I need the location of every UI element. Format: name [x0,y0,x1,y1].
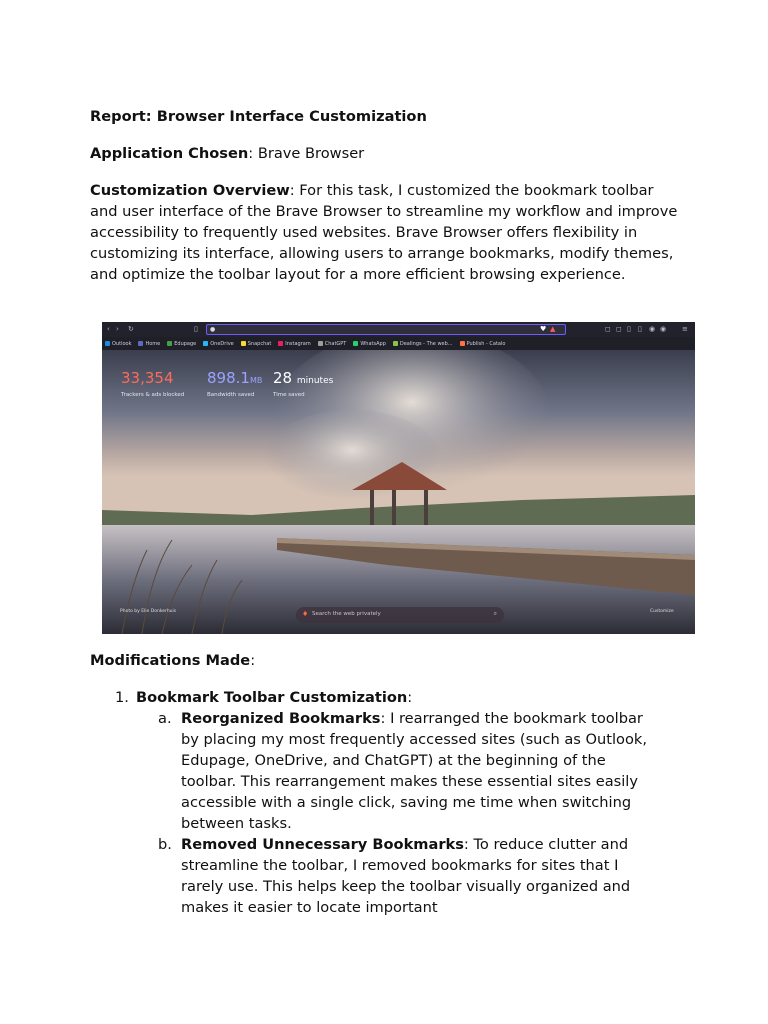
subitem-a-line-2: by placing my most frequently accessed sites (such as Outlook, [181,731,647,748]
bookmark-label: Outlook [112,340,132,347]
bookmark-item [353,341,386,347]
search-icon: ⌕ [493,610,497,617]
application-label: Application Chosen [90,145,249,162]
download-icon: ▯ [638,325,642,333]
list-item-1-title: Bookmark Toolbar Customization: [136,689,413,706]
new-tab-background-photo [102,350,695,634]
customize-button: Customize [650,609,674,614]
bookmark-favicon-icon [353,341,358,346]
bookmarks-toolbar [102,337,695,350]
bookmark-label: ChatGPT [324,340,347,347]
bookmark-label: Dealings - The web... [399,340,453,347]
subitem-b-line-1: Removed Unnecessary Bookmarks: To reduce clutter and [181,836,629,853]
bookmark-favicon-icon [167,341,172,346]
bookmark-favicon-icon [203,341,208,346]
brave-logo-icon: ♦ [302,610,309,618]
time-saved-count: 28 minutes [273,369,334,387]
bookmark-favicon-icon [318,341,323,346]
subitem-a-line-1: Reorganized Bookmarks: I rearranged the bookmark toolbar [181,710,643,727]
bookmark-icon: ▯ [194,325,198,333]
browser-topbar [102,322,695,337]
subitem-b-line-4: makes it easier to locate important [181,899,438,916]
report-title: Report: Browser Interface Customization [90,108,427,125]
bookmark-favicon-icon [393,341,398,346]
subitem-a-line-6: between tasks. [181,815,292,832]
vpn-icon: ◉ [660,325,667,333]
bookmark-item [138,341,160,347]
bookmark-favicon-icon [278,341,283,346]
search-box [296,607,504,623]
list-number-1: 1. [115,689,129,706]
extensions-icon: ◻ [605,325,611,333]
subitem-a-line-3: Edupage, OneDrive, and ChatGPT) at the beginning of the [181,752,606,769]
overview-text: For this task, I customized the bookmark toolbar and user interface of the Brave Browser to streamline my workflow and improve accessibility to frequently used websites. Brave Browser offers flexibility in customizing its interface, allowing users to arrange bookmarks, modify themes, and optimize the toolbar layout for a more efficient browsing experience. [90,182,678,283]
trackers-label: Trackers & ads blocked [121,392,185,398]
back-icon: ‹ [107,325,110,333]
bookmark-label: Instagram [285,340,311,347]
bookmark-favicon-icon [460,341,465,346]
subitem-a-line-5: accessible with a single click, saving me time when switching [181,794,632,811]
menu-icon: ≡ [682,325,688,333]
sidebar-icon: ▯ [627,325,631,333]
bookmark-item [105,341,131,347]
bookmark-label: WhatsApp [360,340,386,347]
bookmark-item [318,341,347,347]
modifications-heading: Modifications Made: [90,652,256,669]
bookmark-label: Snapchat [247,340,272,347]
bookmark-item [167,341,196,347]
wallet-icon: ◻ [616,325,622,333]
brave-rewards-icon: ▲ [550,325,556,333]
reload-icon: ↻ [128,325,134,333]
bookmark-item [460,341,506,347]
browser-screenshot [102,322,695,634]
bookmark-item [393,341,453,347]
search-placeholder: Search the web privately [312,611,381,617]
subitem-b-line-3: rarely use. This helps keep the toolbar visually organized and [181,878,631,895]
bookmark-item [203,341,234,347]
customization-overview: Customization Overview: For this task, I customized the bookmark toolbar and user interface of the Brave Browser to streamline my workflow and improve accessibility to frequently used websites. Brave Browser offers flexibility in customizing its interface, allowing users to arrange bookmarks, modify themes, and optimize the toolbar layout for a more efficient browsing experience. [90,182,678,283]
bookmark-favicon-icon [105,341,110,346]
bookmark-label: OneDrive [210,340,234,347]
address-bar [206,324,566,335]
bandwidth-label: Bandwidth saved [207,392,255,398]
trackers-count: 33,354 [121,369,174,387]
photo-credit: Photo by Elie Donkerhuis [120,609,177,614]
bookmark-item [278,341,310,347]
bookmark-label: Publish - Catalo [466,340,506,347]
overview-label: Customization Overview [90,182,290,199]
forward-icon: › [116,325,119,333]
bookmark-label: Edupage [174,340,197,347]
bookmark-favicon-icon [241,341,246,346]
bandwidth-count: 898.1MB [207,369,263,387]
list-letter-b: b. [158,836,172,853]
application-value: Brave Browser [257,145,365,162]
application-chosen: Application Chosen: Brave Browser [90,145,365,162]
subitem-b-line-2: streamline the toolbar, I removed bookmarks for sites that I [181,857,619,874]
shield-icon: ● [210,326,216,333]
bookmark-item [241,341,272,347]
bookmark-label: Home [145,340,161,347]
profile-icon: ◉ [649,325,656,333]
brave-shield-icon: ♥ [540,325,547,333]
time-saved-label: Time saved [273,392,305,398]
list-letter-a: a. [158,710,172,727]
bookmark-favicon-icon [138,341,143,346]
subitem-a-line-4: toolbar. This rearrangement makes these essential sites easily [181,773,639,790]
